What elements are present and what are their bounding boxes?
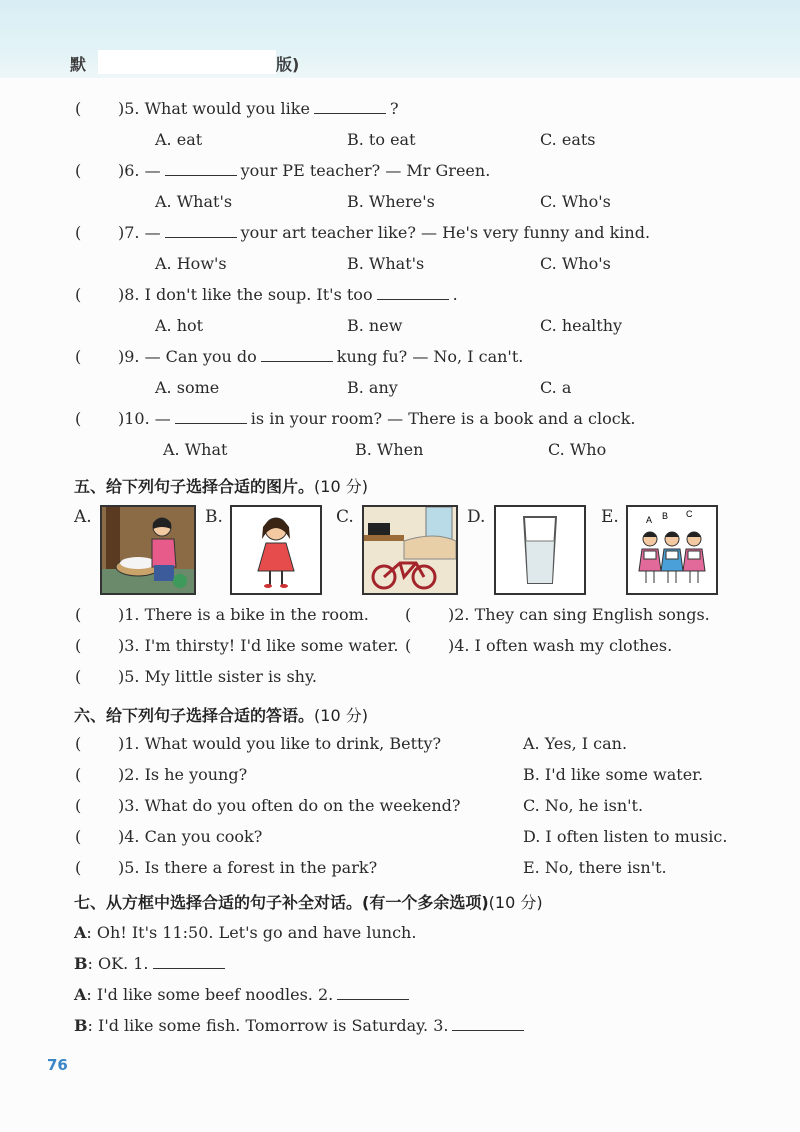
- page-number: 76: [47, 1056, 68, 1074]
- header-mask: [98, 50, 276, 74]
- picture-washing-clothes: [100, 505, 196, 595]
- dialogue-line: [74, 1016, 528, 1035]
- dialogue-text: : OK. 1.: [87, 954, 149, 973]
- option: B. any: [347, 378, 398, 397]
- option: A. How's: [155, 254, 227, 273]
- dialogue-text: : Oh! It's 11:50. Let's go and have lunch.: [86, 923, 417, 942]
- picture-glass-of-water: [494, 505, 586, 595]
- paren: (: [75, 99, 82, 118]
- option: B. What's: [347, 254, 425, 273]
- paren: (: [75, 734, 82, 753]
- speaker: A: [74, 985, 87, 1004]
- s4-question-7: [118, 223, 650, 242]
- picture-room-with-bike: [362, 505, 458, 595]
- paren: (: [75, 409, 82, 428]
- option: C. healthy: [540, 316, 623, 335]
- question-text: your PE teacher? — Mr Green.: [240, 161, 491, 180]
- pic-label-c: C.: [336, 507, 354, 527]
- answer-blank[interactable]: [261, 347, 333, 362]
- question-text: —: [154, 409, 171, 428]
- section6-heading: 六、给下列句子选择合适的答语。(10 分): [74, 706, 368, 725]
- question-text: —: [144, 161, 161, 180]
- question-number: )10.: [118, 409, 155, 428]
- s4-question-9: [118, 347, 523, 366]
- paren: (: [75, 285, 82, 304]
- dialogue-text: : I'd like some beef noodles. 2.: [86, 985, 334, 1004]
- option: B. new: [347, 316, 403, 335]
- section7-heading: 七、从方框中选择合适的句子补全对话。(有一个多余选项)(10 分): [74, 893, 543, 912]
- question-number: )8.: [118, 285, 145, 304]
- s6-answer: B. I'd like some water.: [523, 765, 704, 784]
- paren: (: [75, 223, 82, 242]
- s6-question: )5. Is there a forest in the park?: [118, 858, 378, 877]
- question-number: )9.: [118, 347, 145, 366]
- option: C. a: [540, 378, 572, 397]
- option: C. Who's: [540, 254, 611, 273]
- s4-question-6: [118, 161, 490, 180]
- option: C. Who: [548, 440, 607, 459]
- speaker: B: [74, 954, 88, 973]
- section5-heading: 五、给下列句子选择合适的图片。(10 分): [74, 477, 368, 496]
- paren: (: [75, 636, 82, 655]
- question-number: )6.: [118, 161, 145, 180]
- pic-label-a: A.: [74, 507, 92, 527]
- paren: (: [75, 347, 82, 366]
- paren: (: [75, 858, 82, 877]
- answer-blank[interactable]: [377, 285, 449, 300]
- option: C. eats: [540, 130, 596, 149]
- dialogue-line: [74, 923, 416, 942]
- option: B. When: [355, 440, 424, 459]
- dialogue-line: [74, 985, 413, 1004]
- question-text: —: [144, 223, 161, 242]
- picture-singing-girls: [626, 505, 718, 595]
- answer-blank[interactable]: [153, 954, 225, 969]
- question-text: ?: [389, 99, 399, 118]
- answer-blank[interactable]: [175, 409, 247, 424]
- s6-answer: E. No, there isn't.: [523, 858, 667, 877]
- header-title: 默: [70, 55, 87, 74]
- answer-blank[interactable]: [452, 1016, 524, 1031]
- s4-question-8: [118, 285, 458, 304]
- s5-item-2: )2. They can sing English songs.: [448, 605, 710, 624]
- answer-blank[interactable]: [337, 985, 409, 1000]
- speaker: A: [74, 923, 87, 942]
- pic-label-b: B.: [205, 507, 223, 527]
- question-text: I don't like the soup. It's too: [144, 285, 373, 304]
- option: B. to eat: [347, 130, 416, 149]
- s6-question: )3. What do you often do on the weekend?: [118, 796, 461, 815]
- answer-blank[interactable]: [314, 99, 386, 114]
- pic-label-e: E.: [601, 507, 619, 527]
- dialogue-line: [74, 954, 229, 973]
- s6-answer: A. Yes, I can.: [523, 734, 628, 753]
- question-text: What would you like: [144, 99, 310, 118]
- question-text: your art teacher like? — He's very funny and kind.: [240, 223, 651, 242]
- s5-item-1: )1. There is a bike in the room.: [118, 605, 369, 624]
- paren: (: [75, 605, 82, 624]
- paren: (: [405, 636, 412, 655]
- s5-item-3: )3. I'm thirsty! I'd like some water.: [118, 636, 399, 655]
- header-edition: 版): [276, 55, 300, 74]
- s6-question: )2. Is he young?: [118, 765, 248, 784]
- note-letter-b: B: [662, 511, 669, 521]
- paren: (: [75, 827, 82, 846]
- s6-question: )4. Can you cook?: [118, 827, 263, 846]
- option: A. What's: [155, 192, 233, 211]
- answer-blank[interactable]: [165, 161, 237, 176]
- option: A. hot: [155, 316, 204, 335]
- question-text: .: [452, 285, 458, 304]
- option: A. eat: [155, 130, 203, 149]
- option: B. Where's: [347, 192, 435, 211]
- s5-item-5: )5. My little sister is shy.: [118, 667, 317, 686]
- question-number: )7.: [118, 223, 145, 242]
- paren: (: [75, 161, 82, 180]
- option: A. What: [163, 440, 228, 459]
- option: A. some: [155, 378, 220, 397]
- paren: (: [405, 605, 412, 624]
- dialogue-text: : I'd like some fish. Tomorrow is Saturday. 3.: [87, 1016, 449, 1035]
- pic-label-d: D.: [467, 507, 486, 527]
- paren: (: [75, 667, 82, 686]
- speaker: B: [74, 1016, 88, 1035]
- paren: (: [75, 765, 82, 784]
- s4-question-5: [118, 99, 399, 118]
- question-text: kung fu? — No, I can't.: [336, 347, 524, 366]
- note-letter-c: C: [686, 509, 693, 519]
- note-letter-a: A: [646, 515, 653, 525]
- s6-answer: C. No, he isn't.: [523, 796, 644, 815]
- s6-question: )1. What would you like to drink, Betty?: [118, 734, 442, 753]
- s6-answer: D. I often listen to music.: [523, 827, 728, 846]
- question-text: — Can you do: [144, 347, 257, 366]
- option: C. Who's: [540, 192, 611, 211]
- question-number: )5.: [118, 99, 145, 118]
- paren: (: [75, 796, 82, 815]
- question-text: is in your room? — There is a book and a clock.: [250, 409, 636, 428]
- s5-item-4: )4. I often wash my clothes.: [448, 636, 673, 655]
- answer-blank[interactable]: [165, 223, 237, 238]
- picture-shy-girl: [230, 505, 322, 595]
- s4-question-10: [118, 409, 635, 428]
